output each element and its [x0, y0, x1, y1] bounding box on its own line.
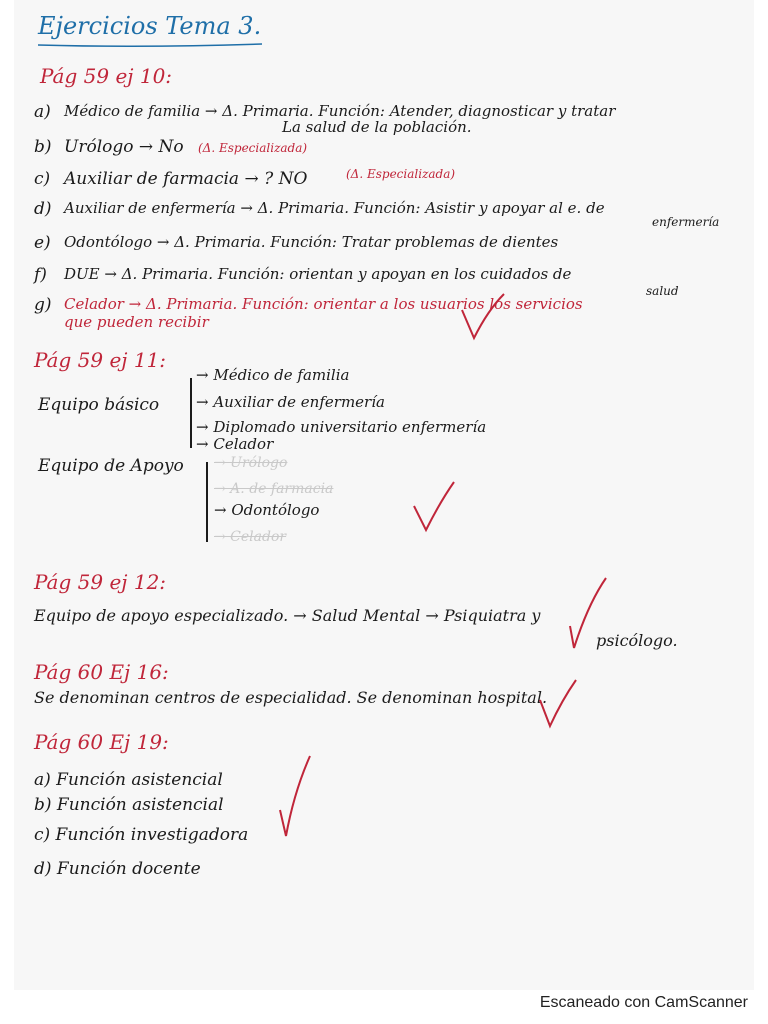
ej19-item-d: d) Función docente — [34, 859, 201, 879]
ej19-item-a: a) Función asistencial — [34, 770, 223, 790]
section-heading-ej11: Pág 59 ej 11: — [34, 348, 167, 372]
ej12-answer-cont: psicólogo. — [596, 631, 678, 650]
item-f-text: DUE → Δ. Primaria. Función: orientan y apoyan en los cuidados de — [64, 265, 572, 283]
item-b-text: Urólogo → No — [64, 137, 184, 157]
check-mark-icon — [458, 290, 508, 350]
basic-team-label: Equipo básico — [38, 395, 160, 415]
item-d-cont: enfermería — [652, 215, 720, 229]
page-title: Ejercicios Tema 3. — [38, 12, 262, 40]
basic-item-4: → Celador — [196, 435, 274, 453]
title-underline — [36, 42, 266, 48]
item-d-text: Auxiliar de enfermería → Δ. Primaria. Función: Asistir y apoyar al e. de — [64, 199, 605, 217]
support-struck-3: → Celador — [214, 529, 287, 545]
item-a-label: a) — [34, 102, 51, 122]
item-c-label: c) — [34, 169, 51, 189]
support-struck-2: → A. de farmacia — [214, 481, 334, 497]
section-heading-ej19: Pág 60 Ej 19: — [34, 730, 169, 754]
item-g-label: g) — [34, 295, 52, 315]
section-heading-ej16: Pág 60 Ej 16: — [34, 660, 169, 684]
item-f-cont: salud — [646, 284, 679, 298]
ej16-answer: Se denominan centros de especialidad. Se denominan hospital. — [34, 688, 548, 707]
item-d-label: d) — [34, 199, 52, 219]
check-mark-icon — [276, 752, 316, 842]
basic-item-2: → Auxiliar de enfermería — [196, 393, 385, 411]
support-struck-1: → Urólogo — [214, 455, 288, 471]
item-c-note: (Δ. Especializada) — [346, 167, 456, 181]
section-heading-ej12: Pág 59 ej 12: — [34, 570, 167, 594]
basic-item-1: → Médico de familia — [196, 366, 350, 384]
support-team-label: Equipo de Apoyo — [38, 456, 184, 476]
section-heading-ej10: Pág 59 ej 10: — [40, 64, 173, 88]
item-g-cont: que pueden recibir — [64, 313, 209, 331]
support-item-odontologo: → Odontólogo — [214, 501, 320, 519]
item-b-label: b) — [34, 137, 52, 157]
item-e-text: Odontólogo → Δ. Primaria. Función: Tratar problemas de dientes — [64, 233, 559, 251]
ej12-answer: Equipo de apoyo especializado. → Salud Mental → Psiquiatra y — [34, 606, 541, 625]
check-mark-icon — [536, 676, 586, 736]
item-c-text: Auxiliar de farmacia → ? NO — [64, 169, 308, 189]
basic-item-3: → Diplomado universitario enfermería — [196, 418, 487, 436]
item-e-label: e) — [34, 233, 51, 253]
check-mark-icon — [410, 478, 460, 538]
item-a-cont: La salud de la población. — [282, 118, 472, 136]
basic-team-bracket — [190, 378, 192, 448]
item-b-note: (Δ. Especializada) — [198, 141, 308, 155]
camscanner-watermark: Escaneado con CamScanner — [539, 994, 748, 1011]
ej19-item-b: b) Función asistencial — [34, 795, 224, 815]
check-mark-icon — [564, 574, 614, 654]
item-a-text: Médico de familia → Δ. Primaria. Función: Atender, diagnosticar y tratar — [64, 102, 616, 120]
ej19-item-c: c) Función investigadora — [34, 825, 249, 845]
item-g-text: Celador → Δ. Primaria. Función: orientar a los usuarios los servicios — [64, 295, 583, 313]
support-team-bracket — [206, 462, 208, 542]
item-f-label: f) — [34, 265, 47, 285]
